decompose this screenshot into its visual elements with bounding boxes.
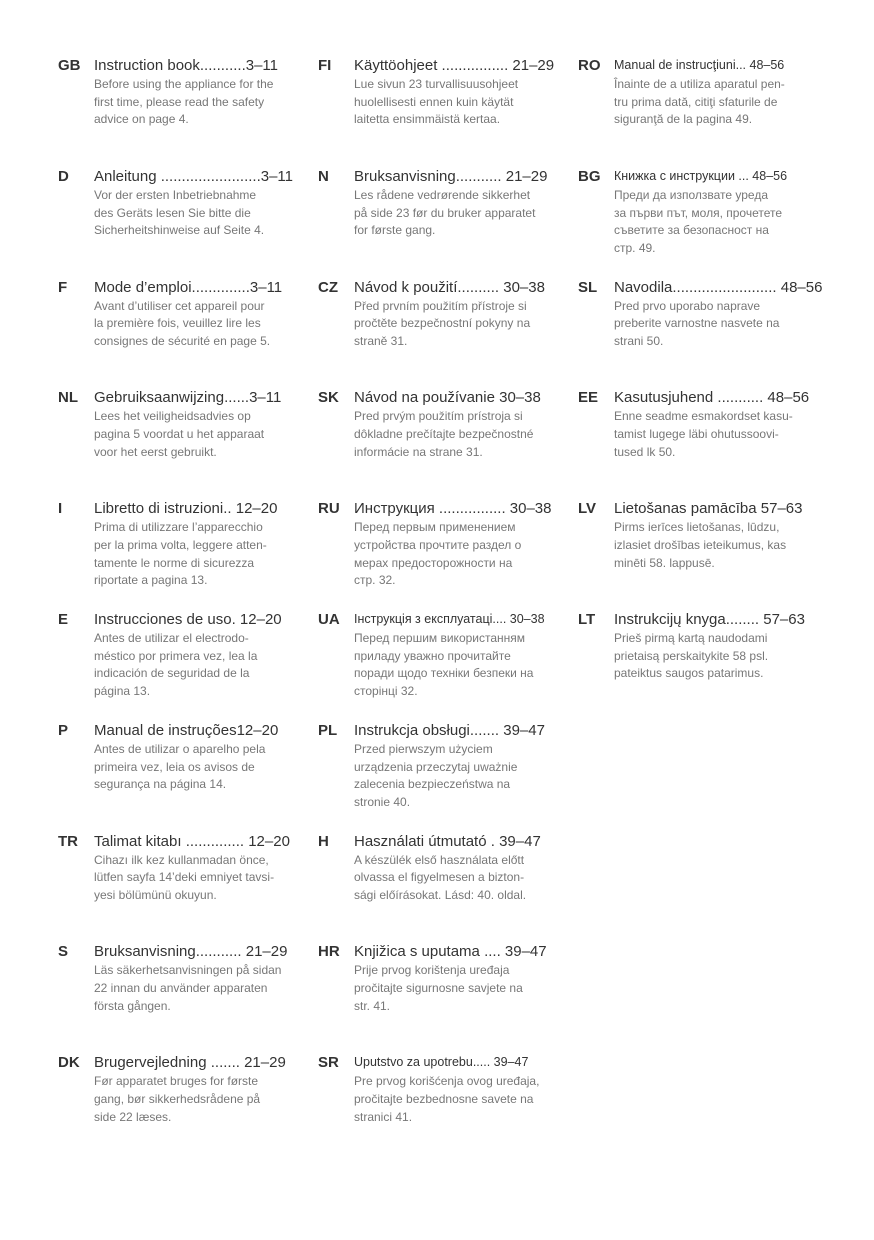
safety-notice-line: Antes de utilizar o aparelho pela bbox=[94, 741, 266, 756]
manual-title: Gebruiksaanwijzing......3–11 bbox=[94, 389, 282, 407]
safety-notice-line: primeira vez, leia os avisos de bbox=[94, 759, 255, 774]
safety-notice bbox=[614, 76, 842, 129]
safety-notice bbox=[94, 962, 322, 1015]
safety-notice-line: A készülék első használata előtt bbox=[354, 852, 525, 867]
language-code: TR bbox=[58, 832, 78, 850]
safety-notice-line: laitetta ensimmäistä kertaa. bbox=[354, 112, 501, 127]
language-code: BG bbox=[578, 167, 601, 185]
safety-notice bbox=[614, 187, 842, 258]
safety-notice-line: pročitajte sigurnosne savjete na bbox=[354, 981, 523, 996]
safety-notice-line: Перед першим використанням bbox=[354, 631, 526, 645]
safety-notice-line: поради щодо техніки безпеки на bbox=[354, 666, 534, 681]
safety-notice-line: straně 31. bbox=[354, 334, 408, 348]
safety-notice-line: på side 23 før du bruker apparatet bbox=[354, 205, 536, 220]
safety-notice-line: minēti 58. lappusē. bbox=[614, 555, 715, 570]
manual-title: Használati útmutató . 39–47 bbox=[354, 832, 541, 850]
safety-notice-line: página 13. bbox=[94, 684, 151, 699]
safety-notice-line: tamente le norme di sicurezza bbox=[94, 555, 255, 570]
manual-title: Книжка с инструкции ... 48–56 bbox=[614, 168, 788, 183]
safety-notice-line: Pred prvým použitím prístroja si bbox=[354, 409, 523, 424]
safety-notice-line: Преди да използвате уреда bbox=[614, 187, 769, 202]
safety-notice-line: Lees het veiligheidsadvies op bbox=[94, 409, 251, 424]
safety-notice-line: Avant d’utiliser cet appareil pour bbox=[94, 298, 265, 313]
safety-notice-line: des Geräts lesen Sie bitte die bbox=[94, 205, 251, 220]
safety-notice-line: Lue sivun 23 turvallisuusohjeet bbox=[354, 77, 519, 91]
manual-title: Bruksanvisning........... 21–29 bbox=[94, 943, 288, 961]
manual-title: Manual de instrucţiuni... 48–56 bbox=[614, 58, 785, 72]
safety-notice-line: prietaisą perskaitykite 58 psl. bbox=[614, 648, 769, 663]
safety-notice-line: side 22 læses. bbox=[94, 1109, 172, 1124]
safety-notice-line: pročitajte bezbednosne savete na bbox=[354, 1091, 534, 1106]
safety-notice-line: Pre prvog korišćenja ovog uređaja, bbox=[354, 1074, 540, 1089]
safety-notice-line: voor het eerst gebruikt. bbox=[94, 444, 217, 459]
language-code: HR bbox=[318, 943, 340, 961]
safety-notice bbox=[94, 630, 322, 701]
language-code: SL bbox=[578, 278, 598, 296]
manual-title: Mode d’emploi..............3–11 bbox=[94, 278, 283, 296]
safety-notice-line: Pirms ierīces lietošanas, lūdzu, bbox=[614, 520, 780, 535]
language-code: RU bbox=[318, 500, 340, 518]
language-code: LV bbox=[578, 500, 597, 518]
safety-notice bbox=[614, 519, 842, 572]
safety-notice bbox=[354, 741, 582, 812]
safety-notice-line: urządzenia przeczytaj uważnie bbox=[354, 759, 518, 774]
manual-title: Návod k použití.......... 30–38 bbox=[354, 278, 545, 296]
safety-notice bbox=[94, 298, 322, 351]
safety-notice-line: första gången. bbox=[94, 998, 171, 1013]
safety-notice-line: Før apparatet bruges for første bbox=[94, 1074, 259, 1089]
manual-title: Käyttöohjeet ................ 21–29 bbox=[354, 57, 555, 74]
language-code: I bbox=[58, 500, 63, 518]
safety-notice-line: приладу уважно прочитайте bbox=[354, 648, 511, 663]
safety-notice-line: Cihazı ilk kez kullanmadan önce, bbox=[94, 852, 269, 867]
safety-notice-line: Pred prvo uporabo naprave bbox=[614, 298, 761, 313]
safety-notice-line: сторінці 32. bbox=[354, 684, 418, 699]
language-code: N bbox=[318, 167, 329, 185]
language-code: DK bbox=[58, 1054, 80, 1072]
safety-notice bbox=[354, 1073, 582, 1126]
manual-title: Инструкция ................ 30–38 bbox=[354, 500, 552, 518]
manual-title: Anleitung ........................3–11 bbox=[94, 167, 293, 185]
safety-notice-line: sági előírásokat. Lásd: 40. oldal. bbox=[354, 888, 527, 902]
language-code: GB bbox=[58, 57, 81, 74]
safety-notice-line: huolellisesti ennen kuin käytät bbox=[354, 94, 514, 109]
safety-notice-line: Vor der ersten Inbetriebnahme bbox=[94, 187, 257, 202]
manual-title: Інструкція з експлуатаці.... 30–38 bbox=[354, 612, 545, 626]
safety-notice bbox=[354, 852, 582, 905]
safety-notice bbox=[354, 298, 582, 351]
language-code: D bbox=[58, 167, 69, 185]
safety-notice-line: preberite varnostne nasvete na bbox=[614, 316, 780, 331]
safety-notice-line: Enne seadme esmakordset kasu- bbox=[614, 409, 793, 424]
language-code: CZ bbox=[318, 278, 338, 296]
safety-notice-line: zalecenia bezpieczeństwa na bbox=[354, 777, 511, 792]
language-code: RO bbox=[578, 57, 601, 74]
safety-notice-line: Перед первым применением bbox=[354, 520, 516, 535]
manual-title: Knjižica s uputama .... 39–47 bbox=[354, 943, 547, 961]
safety-notice bbox=[94, 519, 322, 590]
safety-notice-line: informácie na strane 31. bbox=[354, 444, 483, 459]
safety-notice-line: for første gang. bbox=[354, 223, 436, 238]
language-code: P bbox=[58, 721, 69, 739]
language-code: EE bbox=[578, 389, 599, 407]
safety-notice-line: méstico por primera vez, lea la bbox=[94, 648, 258, 663]
safety-notice-line: gang, bør sikkerhedsrådene på bbox=[94, 1091, 261, 1106]
safety-notice bbox=[94, 741, 322, 794]
safety-notice-line: indicación de seguridad de la bbox=[94, 666, 250, 681]
safety-notice-line: lütfen sayfa 14’deki emniyet tavsi- bbox=[94, 870, 275, 885]
manual-title: Instruction book...........3–11 bbox=[94, 57, 278, 74]
safety-notice-line: 22 innan du använder apparaten bbox=[94, 981, 268, 996]
safety-notice-line: pročtěte bezpečnostní pokyny na bbox=[354, 316, 531, 331]
safety-notice-line: siguranţă de la pagina 49. bbox=[614, 112, 753, 127]
safety-notice-line: la première fois, veuillez lire les bbox=[94, 316, 261, 331]
safety-notice-line: Before using the appliance for the bbox=[94, 77, 274, 91]
safety-notice-line: yesi bölümünü okuyun. bbox=[94, 888, 217, 902]
safety-notice-line: tru prima dată, citiţi sfaturile de bbox=[614, 94, 778, 109]
language-code: H bbox=[318, 832, 329, 850]
manual-title: Instrukcja obsługi....... 39–47 bbox=[354, 721, 545, 739]
manual-title: Libretto di istruzioni.. 12–20 bbox=[94, 500, 278, 518]
safety-notice-line: stronie 40. bbox=[354, 794, 411, 809]
safety-notice bbox=[614, 298, 842, 351]
safety-notice-line: Przed pierwszym użyciem bbox=[354, 741, 493, 756]
safety-notice bbox=[94, 408, 322, 461]
safety-notice-line: tamist lugege läbi ohutussoovi- bbox=[614, 427, 779, 442]
safety-notice-line: consignes de sécurité en page 5. bbox=[94, 334, 271, 348]
language-code: S bbox=[58, 943, 69, 961]
language-code: SK bbox=[318, 389, 339, 407]
manual-title: Talimat kitabı .............. 12–20 bbox=[94, 832, 290, 850]
safety-notice bbox=[354, 519, 582, 590]
safety-notice-line: pagina 5 voordat u het apparaat bbox=[94, 427, 265, 442]
safety-notice-line: стр. 32. bbox=[354, 573, 396, 588]
manual-title: Bruksanvisning........... 21–29 bbox=[354, 167, 548, 185]
safety-notice-line: segurança na página 14. bbox=[94, 777, 227, 792]
language-code: F bbox=[58, 278, 68, 296]
language-code: UA bbox=[318, 611, 340, 628]
manual-title: Kasutusjuhend ........... 48–56 bbox=[614, 389, 810, 407]
safety-notice bbox=[94, 852, 322, 905]
manual-title: Navodila......................... 48–56 bbox=[614, 278, 823, 296]
safety-notice-line: str. 41. bbox=[354, 998, 391, 1013]
language-code: LT bbox=[578, 611, 596, 628]
safety-notice-line: устройства прочтите раздел о bbox=[354, 537, 522, 552]
language-code: NL bbox=[58, 389, 78, 407]
safety-notice-line: tused lk 50. bbox=[614, 444, 676, 459]
safety-notice-line: advice on page 4. bbox=[94, 112, 189, 127]
manual-title: Lietošanas pamācība 57–63 bbox=[614, 500, 803, 518]
safety-notice-line: стр. 49. bbox=[614, 240, 656, 255]
safety-notice bbox=[354, 187, 582, 240]
safety-notice-line: stranici 41. bbox=[354, 1109, 413, 1124]
language-code: SR bbox=[318, 1054, 339, 1072]
manual-title: Uputstvo za upotrebu..... 39–47 bbox=[354, 1055, 529, 1070]
safety-notice-line: Prije prvog korištenja uređaja bbox=[354, 963, 510, 978]
safety-notice-line: Prima di utilizzare l’apparecchio bbox=[94, 520, 263, 535]
safety-notice bbox=[354, 962, 582, 1015]
safety-notice bbox=[614, 408, 842, 461]
safety-notice-line: съветите за безопасност на bbox=[614, 223, 769, 238]
safety-notice-line: Sicherheitshinweise auf Seite 4. bbox=[94, 223, 265, 238]
safety-notice-line: strani 50. bbox=[614, 334, 664, 348]
safety-notice-line: pateiktus saugos patarimus. bbox=[614, 666, 764, 681]
safety-notice bbox=[94, 1073, 322, 1126]
safety-notice bbox=[94, 187, 322, 240]
safety-notice-line: riportate a pagina 13. bbox=[94, 573, 208, 588]
safety-notice bbox=[614, 630, 842, 683]
manual-title: Instrukcijų knyga........ 57–63 bbox=[614, 611, 805, 628]
manual-title: Manual de instruções12–20 bbox=[94, 721, 279, 739]
safety-notice-line: per la prima volta, leggere atten- bbox=[94, 537, 267, 552]
safety-notice-line: Läs säkerhetsanvisningen på sidan bbox=[94, 963, 282, 978]
safety-notice-line: Prieš pirmą kartą naudodami bbox=[614, 631, 768, 645]
language-code: PL bbox=[318, 721, 338, 739]
safety-notice-line: Antes de utilizar el electrodo- bbox=[94, 631, 249, 645]
safety-notice-line: izlasiet drošības ieteikumus, kas bbox=[614, 537, 787, 552]
safety-notice bbox=[354, 408, 582, 461]
safety-notice-line: dôkladne prečítajte bezpečnostné bbox=[354, 427, 534, 442]
safety-notice-line: olvassa el figyelmesen a bizton- bbox=[354, 870, 525, 885]
safety-notice bbox=[354, 630, 582, 701]
manual-title: Instrucciones de uso. 12–20 bbox=[94, 611, 282, 628]
safety-notice-line: мерах предосторожности на bbox=[354, 555, 513, 570]
safety-notice-line: Înainte de a utiliza aparatul pen- bbox=[614, 77, 785, 91]
manual-title: Brugervejledning ....... 21–29 bbox=[94, 1054, 286, 1072]
manual-title: Návod na používanie 30–38 bbox=[354, 389, 541, 407]
safety-notice-line: first time, please read the safety bbox=[94, 94, 265, 109]
safety-notice bbox=[94, 76, 322, 129]
safety-notice-line: за първи път, моля, прочетете bbox=[614, 205, 783, 220]
safety-notice bbox=[354, 76, 582, 129]
language-code: FI bbox=[318, 57, 332, 74]
safety-notice-line: Před prvním použitím přístroje si bbox=[354, 298, 527, 313]
safety-notice-line: Les rådene vedrørende sikkerhet bbox=[354, 187, 531, 202]
language-code: E bbox=[58, 611, 69, 628]
